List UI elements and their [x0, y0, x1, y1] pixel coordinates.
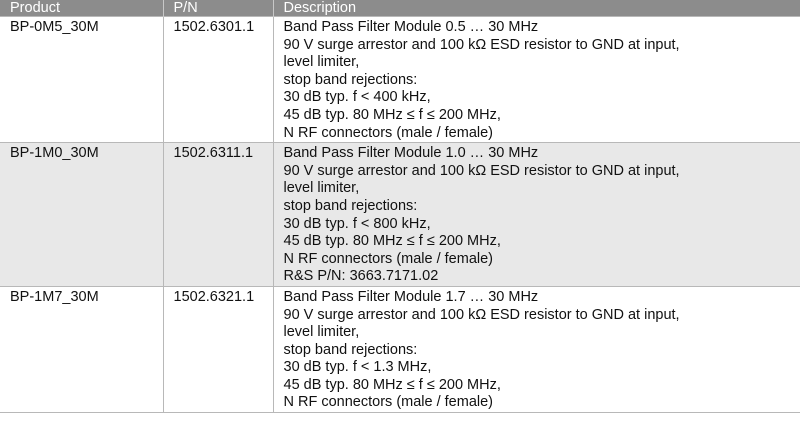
description-line: Band Pass Filter Module 1.0 … 30 MHz	[283, 145, 539, 162]
description-line: N RF connectors (male / female)	[283, 124, 494, 141]
description-line: 45 dB typ. 80 MHz ≤ f ≤ 200 MHz,	[283, 106, 501, 123]
description-line: level limiter,	[283, 324, 360, 341]
pn-cell: 1502.6301.1	[163, 17, 273, 143]
table-header	[0, 0, 800, 17]
description-line: stop band rejections:	[283, 197, 418, 214]
header-row	[0, 0, 800, 17]
description-cell	[273, 17, 800, 143]
table-row	[0, 17, 800, 143]
description-line: 45 dB typ. 80 MHz ≤ f ≤ 200 MHz,	[283, 233, 501, 250]
description-line: R&S P/N: 3663.7171.02	[283, 268, 439, 285]
pn-cell: 1502.6311.1	[163, 143, 273, 287]
description-line: level limiter,	[283, 54, 360, 71]
description-line: 30 dB typ. f < 1.3 MHz,	[283, 359, 432, 376]
description-line: 45 dB typ. 80 MHz ≤ f ≤ 200 MHz,	[283, 376, 501, 393]
product-cell: BP-1M7_30M	[0, 286, 163, 412]
table-body	[0, 17, 800, 413]
description-line: 30 dB typ. f < 800 kHz,	[283, 215, 431, 232]
product-cell: BP-1M0_30M	[0, 143, 163, 287]
description-line: Band Pass Filter Module 1.7 … 30 MHz	[283, 288, 539, 305]
header-product: Product	[0, 0, 163, 17]
description-line: N RF connectors (male / female)	[283, 250, 494, 267]
description-line: 90 V surge arrestor and 100 kΩ ESD resistor to GND at input,	[283, 162, 680, 179]
description-line: 90 V surge arrestor and 100 kΩ ESD resistor to GND at input,	[283, 36, 680, 53]
description-line: N RF connectors (male / female)	[283, 394, 494, 411]
description-cell	[273, 143, 800, 287]
description-line: 90 V surge arrestor and 100 kΩ ESD resistor to GND at input,	[283, 306, 680, 323]
description-line: 30 dB typ. f < 400 kHz,	[283, 89, 431, 106]
table-row	[0, 286, 800, 412]
description-line: level limiter,	[283, 180, 360, 197]
product-cell: BP-0M5_30M	[0, 17, 163, 143]
description-cell	[273, 286, 800, 412]
description-line: Band Pass Filter Module 0.5 … 30 MHz	[283, 19, 539, 35]
description-line: stop band rejections:	[283, 341, 418, 358]
header-pn: P/N	[163, 0, 273, 17]
pn-cell: 1502.6321.1	[163, 286, 273, 412]
table-row	[0, 143, 800, 287]
header-description: Description	[273, 0, 800, 17]
description-line: stop band rejections:	[283, 71, 418, 88]
